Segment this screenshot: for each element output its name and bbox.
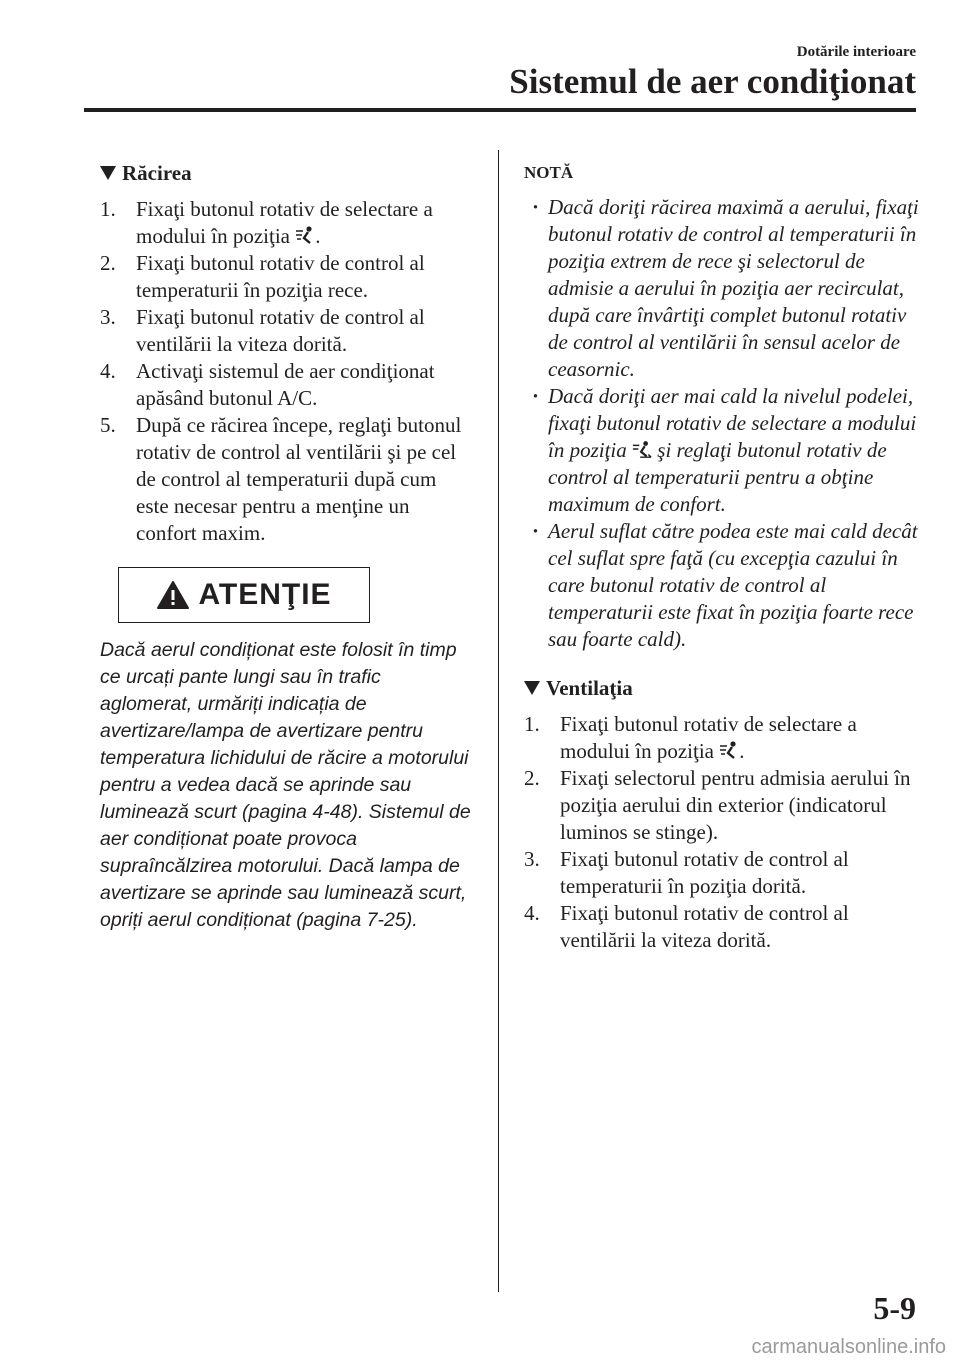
left-column xyxy=(100,156,472,934)
bi-level-mode-icon xyxy=(632,439,652,459)
cooling-steps xyxy=(100,196,472,547)
section-triangle-icon xyxy=(524,681,540,695)
face-vent-mode-icon xyxy=(719,740,739,760)
section-triangle-icon xyxy=(100,166,116,180)
right-column xyxy=(524,156,924,954)
list-item: 2. Fixaţi butonul rotativ de control al temperaturii în poziţia rece. xyxy=(100,251,425,302)
ventilation-steps xyxy=(524,711,924,954)
list-item: 2. Fixaţi selectorul pentru admisia aerului în poziţia aerului din exterior (indicatorul luminos se stinge). xyxy=(524,766,911,844)
caution-box xyxy=(118,567,370,623)
header-divider xyxy=(84,108,916,112)
list-item: 4. Fixaţi butonul rotativ de control al ventilării la viteza dorită. xyxy=(524,901,849,952)
list-item: 4. Activaţi sistemul de aer condiţionat apăsând butonul A/C. xyxy=(100,359,435,410)
list-item: 3. Fixaţi butonul rotativ de control al temperaturii în poziţia dorită. xyxy=(524,847,849,898)
list-item: · Dacă doriţi răcirea maximă a aerului, fixaţi butonul rotativ de control al temperaturii în poziţia extrem de rece şi selectorul de admisie a aerului în poziţia aer recirculat, după care învârtiţi complet butonul rotativ de control al ventilării în sensul acelor de ceasornic. xyxy=(524,194,924,383)
page-number: 5-9 xyxy=(873,1290,916,1326)
caution-text: Dacă aerul condiționat este folosit în timp ce urcați pante lungi sau în trafic aglomerat, urmăriți indicația de avertizare/lampa de avertizare pentru temperatura lichidului de răcire a motorului pentru a vedea dacă se aprinde sau luminează scurt (pagina 4-48). Sistemul de aer condiționat poate provoca supraîncălzirea motorului. Dacă lampa de avertizare se aprinde sau luminează scurt, opriți aerul condiționat (pagina 7-25). xyxy=(100,639,471,931)
note-title: NOTĂ xyxy=(524,163,574,182)
list-item: 1. Fixaţi butonul rotativ de selectare a modului în poziţia . xyxy=(100,197,433,248)
list-item: · Aerul suflat către podea este mai cald decât cel suflat spre faţă (cu excepţia cazului în care butonul rotativ de control al temperaturii este fixat în poziţia foarte rece sau foarte cald). xyxy=(524,518,924,653)
watermark-link[interactable]: carmanualsonline.info xyxy=(751,1336,946,1358)
warning-triangle-icon xyxy=(156,580,190,610)
cooling-section-title: Răcirea xyxy=(100,156,472,190)
list-item: · Dacă doriţi aer mai cald la nivelul podelei, fixaţi butonul rotativ de selectare a modului în poziţia şi reglaţi butonul rotativ de control al temperaturii pentru a obţine maximum de confort. xyxy=(524,383,924,518)
list-item: 5. După ce răcirea începe, reglaţi butonul rotativ de control al ventilării şi pe cel de control al temperaturii după cum este necesar pentru a menţine un confort maxim. xyxy=(100,413,462,545)
ventilation-section-title: Ventilaţia xyxy=(524,671,924,705)
face-vent-mode-icon xyxy=(295,225,315,245)
note-list xyxy=(524,194,924,653)
chapter-title: Dotările interioare xyxy=(796,44,916,60)
column-divider xyxy=(498,150,499,1292)
list-item: 1. Fixaţi butonul rotativ de selectare a modului în poziţia . xyxy=(524,712,857,763)
caution-label: ATENŢIE xyxy=(198,578,332,611)
page-title: Sistemul de aer condiţionat xyxy=(509,62,916,101)
list-item: 3. Fixaţi butonul rotativ de control al ventilării la viteza dorită. xyxy=(100,305,425,356)
